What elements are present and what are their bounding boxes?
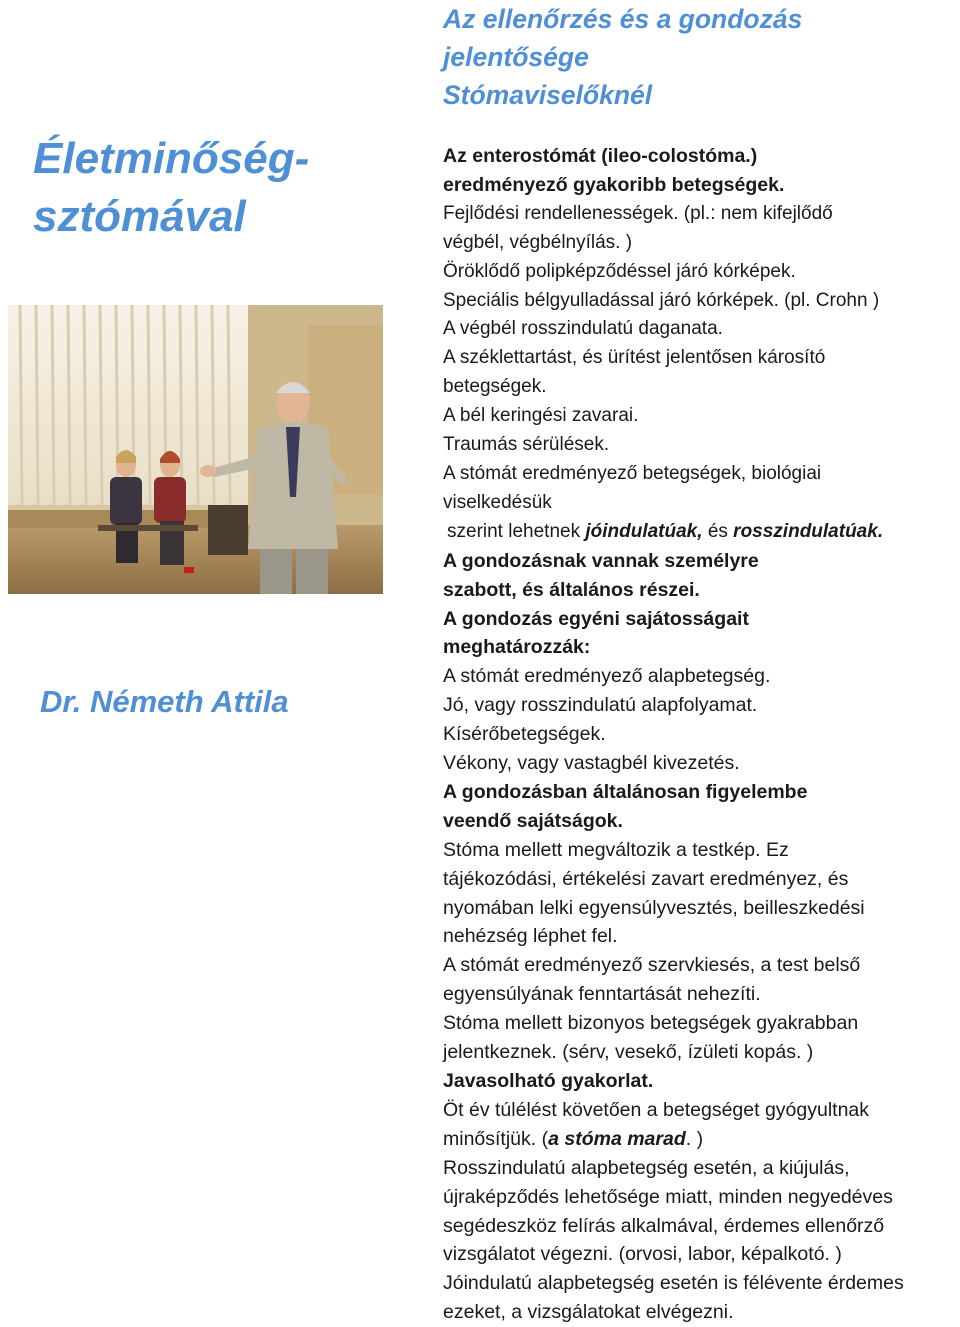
emphasis-stoma-remains: a stóma marad <box>548 1127 686 1150</box>
emphasis-benign: jóindulatúak, <box>585 520 703 542</box>
text-segment: . ) <box>685 1127 704 1150</box>
text-line: Jó, vagy rosszindulatú alapfolyamat. <box>443 694 758 717</box>
text-line: jelentkeznek. (sérv, vesekő, ízületi kopás. ) <box>443 1041 814 1064</box>
text-line: A stómát eredményező szervkiesés, a test belső <box>443 954 861 977</box>
text-line: nehézség léphet fel. <box>443 925 618 948</box>
text-line: végbél, végbélnyílás. ) <box>443 231 633 253</box>
text-line: A széklettartást, és ürítést jelentősen károsító <box>443 347 826 369</box>
left-title-line-2: sztómával <box>33 192 246 241</box>
text-line: egyensúlyának fenntartását nehezíti. <box>443 983 761 1006</box>
main-title-line-1: Az ellenőrzés és a gondozás <box>443 4 803 34</box>
text-line: tájékozódási, értékelési zavart eredményez, és <box>443 867 849 890</box>
text-line: viselkedésük <box>443 491 552 513</box>
text-line: szabott, és általános részei. <box>443 578 700 601</box>
text-line: A gondozásban általánosan figyelembe <box>443 780 808 803</box>
text-line <box>443 1125 958 1154</box>
text-line <box>443 518 958 547</box>
text-line: veendő sajátságok. <box>443 809 623 832</box>
text-line: Jóindulatú alapbetegség esetén is félévente érdemes <box>443 1272 904 1295</box>
text-line: Az enterostómát (ileo-colostóma.) <box>443 145 758 167</box>
text-line: A stómát eredményező betegségek, biológiai <box>443 462 822 484</box>
text-line: eredményező gyakoribb betegségek. <box>443 173 785 196</box>
text-line: Stóma mellett bizonyos betegségek gyakrabban <box>443 1012 859 1035</box>
text-line: A gondozásnak vannak személyre <box>443 549 759 572</box>
text-line: nyomában lelki egyensúlyvesztés, beilleszkedési <box>443 896 865 919</box>
text-line: újraképződés lehetősége miatt, minden negyedéves <box>443 1185 893 1208</box>
text-line: Rosszindulatú alapbetegség esetén, a kiújulás, <box>443 1156 850 1179</box>
text-line: A gondozás egyéni sajátosságait <box>443 607 749 630</box>
text-line: Öröklődő polipképződéssel járó kórképek. <box>443 260 796 282</box>
text-line: Stóma mellett megváltozik a testkép. Ez <box>443 838 789 861</box>
author-name: Dr. Németh Attila <box>40 684 289 719</box>
text-line: A végbél rosszindulatú daganata. <box>443 318 723 340</box>
main-title <box>443 0 953 114</box>
presentation-photo-illustration <box>8 305 383 594</box>
text-line: Kísérőbetegségek. <box>443 723 606 746</box>
text-line: vizsgálatot végezni. (orvosi, labor, képalkotó. ) <box>443 1243 842 1266</box>
text-line: Öt év túlélést követően a betegséget gyógyultnak <box>443 1098 870 1121</box>
text-line: segédeszköz felírás alkalmával, érdemes ellenőrző <box>443 1214 885 1237</box>
text-segment: szerint lehetnek <box>447 520 586 542</box>
presentation-photo <box>8 305 383 594</box>
text-line: Javasolható gyakorlat. <box>443 1070 654 1092</box>
emphasis-malignant: rosszindulatúak. <box>733 520 884 542</box>
left-title <box>33 130 413 246</box>
text-segment: és <box>702 520 734 542</box>
text-line: A bél keringési zavarai. <box>443 405 639 427</box>
left-title-line-1: Életminőség- <box>33 134 310 183</box>
text-line: A stómát eredményező alapbetegség. <box>443 665 771 688</box>
text-line: ezeket, a vizsgálatokat elvégezni. <box>443 1301 734 1324</box>
text-line: meghatározzák: <box>443 636 591 659</box>
text-line: Vékony, vagy vastagbél kivezetés. <box>443 752 740 775</box>
main-title-line-2: jelentősége <box>443 42 589 72</box>
text-line: Fejlődési rendellenességek. (pl.: nem kifejlődő <box>443 202 833 224</box>
text-line: Traumás sérülések. <box>443 434 610 456</box>
text-line: Speciális bélgyulladással járó kórképek. (pl. Crohn ) <box>443 289 880 311</box>
body-text <box>443 142 958 1327</box>
text-segment: minősítjük. ( <box>443 1127 549 1150</box>
main-title-line-3: Stómaviselőknél <box>443 80 653 110</box>
text-line: betegségek. <box>443 376 547 398</box>
